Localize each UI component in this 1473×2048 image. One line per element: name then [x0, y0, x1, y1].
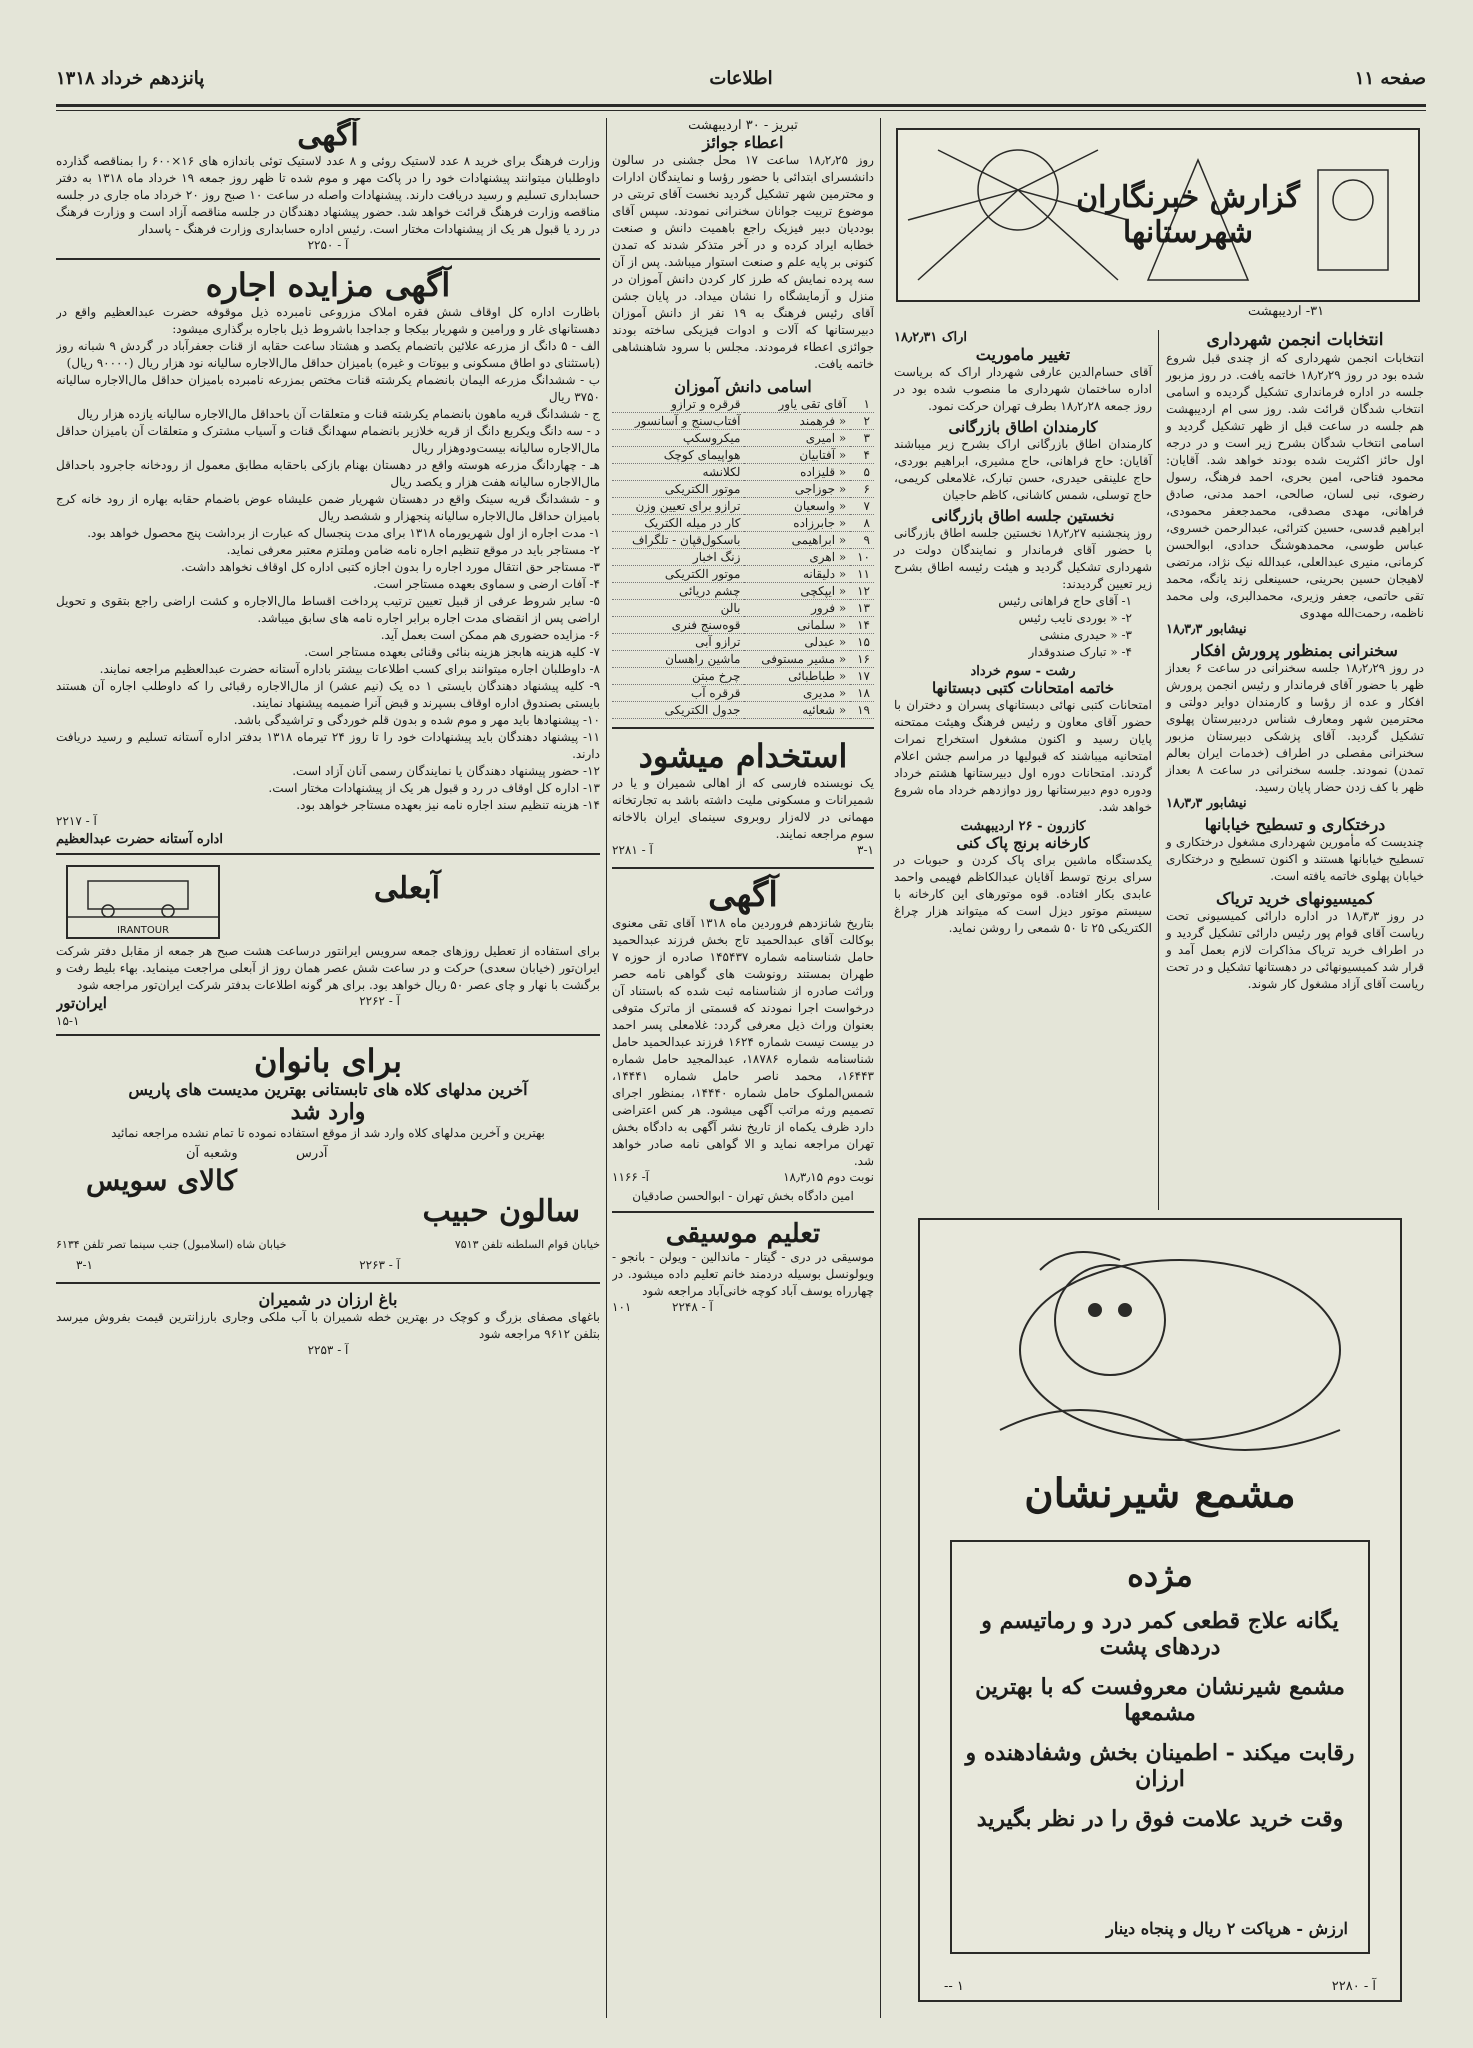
- headline: کارخانه برنج پاک کنی: [956, 834, 1090, 852]
- middle-column: [612, 118, 874, 2018]
- table-cell: قرقره و ترازو: [612, 396, 744, 413]
- dateline: تبریز - ۳۰ اردیبهشت: [688, 118, 798, 133]
- table-cell: ۷: [850, 498, 874, 515]
- table-cell: ۱۶: [850, 651, 874, 668]
- table-row: [612, 651, 874, 668]
- table-row: [612, 498, 874, 515]
- table-row: [612, 617, 874, 634]
- subcolumn-rule: [1158, 330, 1159, 1210]
- section-rule: [612, 867, 874, 869]
- music-body: موسیقی در دری - گیتار - ماندالین - ویولن - بانجو - ویولونسل بوسیله دردمند خانم تعلیم داده میشود. در چهارراه یوسف آباد کوچه خانی‌آباد مراجعه شود: [612, 1250, 874, 1298]
- section-rule: [56, 258, 600, 260]
- table-cell: « امیری: [744, 430, 850, 447]
- lion-plaster-ad: [918, 1218, 1402, 2002]
- dateline: نیشابور ۱۸٫۳٫۳: [1166, 622, 1247, 637]
- header-rule: [56, 104, 1426, 107]
- list-item: ۳- « حیدری منشی: [1039, 628, 1132, 642]
- table-cell: ۹: [850, 532, 874, 549]
- notice-date: نوبت دوم ۱۸٫۳٫۱۵: [783, 1170, 874, 1184]
- table-cell: باسکول‌قپان - تلگراف: [612, 532, 744, 549]
- table-row: [612, 668, 874, 685]
- table-row: [612, 634, 874, 651]
- ad-code: آ - ۲۲۴۸: [672, 1300, 713, 1314]
- table-cell: ۶: [850, 481, 874, 498]
- table-row: [612, 515, 874, 532]
- table-cell: « ابراهیمی: [744, 532, 850, 549]
- music-headline: تعلیم موسیقی: [665, 1219, 821, 1249]
- ad-page: ۱۰۱: [612, 1300, 632, 1314]
- news-body: انتخابات انجمن شهرداری که از چندی قبل شروع شده بود در روز ۱۸٫۲٫۲۹ خاتمه یافت. در روز مزبور جلسه در اداره فرمانداری تشکیل گردیده و اسامی انتخاب شدگان قرائت شد. روز سی ام اردیبهشت هم جلسه در ساعت قبل از ظهر تشکیل گردید و اسامی انتخاب شدگان بشرح زیر است و در درجه اول حائز اکثریت شده بودند خواهد شد. آقایان: محمود فتاحی، امین بحری، احمد فرهنگ، رسول رضوی، نبی لسان، صالحی، احمد مدنی، صادق فراهانی، مهدی مصدقی، محمدجعفر محمودی، ابراهیم قدسی، حسین کترائی، عبدالرحمن خسروی، عباس طوسی، محمدهوشنگ حدادی، ابوالحسن کرمانی، منیری عبدالعلی، عبدالله نیک نژاد، مرتضی لاهیجان حسین بحرینی، حسینعلی زند یانگه، محمد تقی حاتمی، جعفر وزیری، محمدالبری، ولی محمد ناظمه، رحمت‌الله مهدوی: [1166, 351, 1424, 620]
- headline: اسامی دانش آموزان: [674, 377, 812, 396]
- ad-code: آ - ۲۲۸۱: [612, 843, 653, 857]
- table-cell: موتور الکتریکی: [612, 566, 744, 583]
- headline: کمیسیونهای خرید تریاک: [1216, 889, 1374, 908]
- section-rule: [56, 1282, 600, 1284]
- header-rule-thin: [56, 110, 1426, 111]
- lease-item: هـ - چهاردانگ مزرعه هوسته واقع در دهستان بهنام بازکی باحقابه مطابق معمول از رودخانه جاجرود باحداقل مال‌الاجاره سالیانه هفت هزار و یکصد ریال: [56, 458, 600, 489]
- branch-label: وشعبه آن: [186, 1146, 238, 1161]
- lease-condition: ۸- داوطلبان اجاره میتوانند برای کسب اطلاعات بیشتر باداره آستانه حضرت عبدالعظیم مراجعه نمایند.: [99, 662, 600, 676]
- ad-headline: آبعلی: [373, 871, 440, 906]
- banner-title: گزارش خبرنگاران شهرستانها: [1076, 180, 1300, 250]
- ad-body: باغهای مصفای بزرگ و کوچک در بهترین خطه شمیران با آب ملکی وجاری بارزانترین قیمت بفروش میرسد بتلفن ۹۶۱۲ مراجعه شود: [56, 1310, 600, 1341]
- table-cell: لکلانشه: [612, 464, 744, 481]
- list-item: ۴- « تبارک صندوقدار: [1028, 645, 1132, 659]
- table-cell: « طباطبائی: [744, 668, 850, 685]
- good-news-title: مژده: [1127, 1556, 1193, 1594]
- table-cell: « اهری: [744, 549, 850, 566]
- lease-condition: ۶- مزایده حضوری هم ممکن است بعمل آید.: [380, 628, 600, 642]
- table-cell: جدول الکتریکی: [612, 702, 744, 719]
- ad-headline: برای بانوان: [253, 1042, 403, 1080]
- ad-headline: باغ ارزان در شمیران: [258, 1290, 398, 1309]
- table-cell: قوه‌سنج فنری: [612, 617, 744, 634]
- section-rule: [612, 727, 874, 729]
- table-row: [612, 583, 874, 600]
- news-column: [888, 118, 1424, 1228]
- news-body: کارمندان اطاق بازرگانی اراک بشرح زیر میباشند آقایان: حاج فراهانی، حاج مشیری، ابراهیم بوردی، حاج علینقی حیدری، حسن تبارک، غلامعلی کریمی، حاج توسلی، شمس کاشانی، کاظم حاجیان: [894, 437, 1152, 502]
- table-cell: « مشیر مستوفی: [744, 651, 850, 668]
- table-row: [612, 481, 874, 498]
- headline: کارمندان اطاق بازرگانی: [948, 418, 1098, 436]
- table-row: [612, 447, 874, 464]
- news-subcolumn-left: [894, 330, 1152, 937]
- notice-signature: امین دادگاه بخش تهران - ابوالحسن صادقیان: [632, 1189, 854, 1203]
- headline: خاتمه امتحانات کتبی دبستانها: [932, 679, 1114, 697]
- ad-code: آ - ۲۲۶۳: [359, 1258, 400, 1272]
- table-cell: چرخ مبتن: [612, 668, 744, 685]
- lease-condition: ۹- کلیه پیشنهاد دهندگان بایستی ۱ ده یک (نیم عشر) از مال‌الاجاره رقبائی را که داوطلب اجاره آن هستند بایستی بصندوق اداره اوقاف بسپرند و قبض آنرا ضمیمه پیشنهاد نمایند.: [56, 679, 600, 710]
- table-row: [612, 430, 874, 447]
- news-body: روز پنجشنبه ۱۸٫۲٫۲۷ نخستین جلسه اطاق بازرگانی با حضور آقای فرماندار و نمایندگان دولت در شهرداری تشکیل گردید و هیئت رئیسه اطاق بشرح زیر تعیین گردیدند:: [894, 526, 1152, 591]
- table-row: [612, 413, 874, 430]
- table-cell: هواپیمای کوچک: [612, 447, 744, 464]
- left-column: [56, 118, 600, 2018]
- table-cell: ۱۵: [850, 634, 874, 651]
- table-cell: ماشین راهسان: [612, 651, 744, 668]
- ad-code: آ - ۲۲۱۷: [56, 814, 97, 828]
- lease-condition: ۷- کلیه هزینه هابجز هزینه بنائی وقنائی بعهده مستاجر است.: [304, 645, 600, 659]
- table-cell: زنگ اخبار: [612, 549, 744, 566]
- train-icon: [68, 867, 218, 921]
- table-cell: قرقره آب: [612, 685, 744, 702]
- notice-headline: آگهی: [708, 875, 778, 915]
- ad-line: آخرین مدلهای کلاه های تابستانی بهترین مدیست های پاریس: [128, 1080, 528, 1099]
- table-cell: کار در میله الکتریک: [612, 515, 744, 532]
- issue-date: پانزدهم خرداد ۱۳۱۸: [56, 68, 205, 89]
- news-body: آقای حسام‌الدین عارفی شهردار اراک که بریاست اداره ساختمان شهرداری ما منصوب شده بود در روز جمعه ۱۸٫۲٫۲۸ بطرف تهران حرکت نمود.: [894, 365, 1152, 413]
- table-cell: ۱۷: [850, 668, 874, 685]
- ad-page: ۳-۱: [76, 1258, 93, 1272]
- ad-message-box: [950, 1540, 1370, 1954]
- col-separator: [606, 118, 607, 2018]
- ad-headline: آگهی: [297, 118, 359, 153]
- table-cell: « فرور: [744, 600, 850, 617]
- table-cell: ۱۱: [850, 566, 874, 583]
- ad-price: ارزش - هرپاکت ۲ ریال و پنجاه دینار: [1106, 1919, 1348, 1938]
- headline: اعطاء جوائز: [702, 133, 784, 152]
- section-rule: [612, 1211, 874, 1213]
- table-cell: « سلمانی: [744, 617, 850, 634]
- table-cell: « فرهمند: [744, 413, 850, 430]
- ad-code: آ - ۲۲۶۲: [359, 994, 400, 1008]
- train-logo: [66, 865, 220, 939]
- table-cell: « مدیری: [744, 685, 850, 702]
- table-cell: « آفتابیان: [744, 447, 850, 464]
- news-body: در روز ۱۸٫۳٫۳ در اداره دارائی کمیسیونی تحت ریاست آقای قوام پور رئیس دارائی تشکیل گردید و در اطراف خرید تریاک مذاکرات لازم بعمل آمد و قرار شد کمیسیونهائی در دهستانها تشکیل و در تحت ریاست آقای آزاد مشغول کار شوند.: [1166, 909, 1424, 991]
- table-cell: ۱۸: [850, 685, 874, 702]
- page-header: [56, 64, 1426, 104]
- news-body: امتحانات کتبی نهائی دبستانهای پسران و دختران با حضور آقای معاون و رئیس فرهنگ وهیئت ممتحنه پایان رسید و اکنون مشغول استخراج نمرات امتحانیه میباشند که قبولیها در مراسم جشن اعلام گردند. امتحانات دوره اول دبیرستانها هشتم خرداد ودوره دوم دبیرستانها روز دوازدهم خرداد ماه شروع خواهد شد.: [894, 698, 1152, 814]
- lease-condition: ۱۴- هزینه تنظیم سند اجاره نامه نیز بعهده مستاجر خواهد بود.: [296, 798, 600, 812]
- table-cell: « ایپکچی: [744, 583, 850, 600]
- headline: تغییر ماموریت: [975, 345, 1071, 364]
- headline: نخستین جلسه اطاق بازرگانی: [931, 507, 1115, 525]
- ad-line: رقابت میکند - اطمینان بخش وشفادهنده و ارزان: [965, 1740, 1355, 1792]
- table-cell: میکروسکپ: [612, 430, 744, 447]
- lease-item: د - سه دانگ ویکربع دانگ از قریه خلازیر بانضمام سهدانگ قنات و آسیاب مشترک و متعلقات آن بامیزان حداقل مال‌الاجاره سالیانه بیست‌ودوهزار ریال: [56, 424, 600, 455]
- table-cell: ۲: [850, 413, 874, 430]
- dateline: نیشابور ۱۸٫۳٫۳: [1166, 796, 1247, 811]
- news-body: در روز ۱۸٫۲٫۲۹ جلسه سخنرانی در ساعت ۶ بعداز ظهر با حضور آقای فرماندار و رئیس انجمن پرورش افکار و عده از رؤسا و کارمندان دوایر دولتی و محترمین شهر ومعارف شناس دردبیرستان پهلوی تشکیل گردید. آقای پزشکی دبیرستان مزبور سخنرانی مفصلی در اطراف (خدمات ایران بعالم تمدن) نمودند. جلسه سخنرانی در ساعت ۸ بعداز ظهر با کف زدن حضار پایان رسید.: [1166, 661, 1424, 794]
- table-cell: چشم دریائی: [612, 583, 744, 600]
- store-address: خیابان قوام السلطنه تلفن ۷۵۱۳: [454, 1238, 600, 1251]
- table-cell: آفتاب‌سنج و آسانسور: [612, 413, 744, 430]
- table-row: [612, 549, 874, 566]
- table-row: [612, 702, 874, 719]
- lease-condition: ۵- سایر شروط عرفی از قبیل تعیین ترتیب پرداخت اقساط مال‌الاجاره و کشت اراضی راجع بتقوی و تحویل اراضی پس از انقضای مدت اجاره برابر اجاره نامه های سابق میباشد.: [56, 594, 600, 625]
- list-item: ۱- آقای حاج فراهانی رئیس: [998, 594, 1132, 608]
- ad-signature: اداره آستانه حضرت عبدالعظیم: [56, 832, 223, 847]
- ad-code: آ - ۲۲۸۰: [1331, 1979, 1376, 1994]
- table-cell: ۴: [850, 447, 874, 464]
- table-cell: ۳: [850, 430, 874, 447]
- ad-body: برای استفاده از تعطیل روزهای جمعه سرویس ایرانتور درساعت هشت صبح هر جمعه از مقابل دفتر شرکت ایران‌تور (خیابان سعدی) حرکت و در ساعت شش عصر همان روز از آبعلی مراجعت مینماید. بهاء بلیط رفت و برگشت با نهار و چای عصر ۵۰ ریال خواهد بود. برای هر گونه اطلاعات بدفتر شرکت ایران‌تور مراجعه شود: [56, 944, 600, 992]
- dateline: رشت - سوم خرداد: [970, 664, 1076, 679]
- ad-body: وزارت فرهنگ برای خرید ۸ عدد لاستیک روئی و ۸ عدد لاستیک توئی باندازه های ۱۶×۶۰۰ را بمناقصه گذارده داوطلبان میتوانند پیشنهادات خود را در پاکت مهر و موم شده تا ظهر روز جمعه ۱۹ خرداد ماه ۱۳۱۸ به دفتر حسابداری تسلیم و رسید دریافت دارند. پیشنهادات واصله در ساعت ۱۰ صبح روز ۲۰ خرداد ماه جاری در جلسه مناقصه وزارت فرهنگ قرائت خواهد شد. حضور پیشنهاد دهندگان در جلسه مناقصه آزاد است و وزارت فرهنگ در رد یا قبول هر یک از پیشنهادات مختار است. رئیس اداره حسابداری وزارت فرهنگ - پاسدار: [56, 154, 600, 236]
- table-cell: بالن: [612, 600, 744, 617]
- headline: انتخابات انجمن شهرداری: [1206, 330, 1384, 350]
- news-body: یکدستگاه ماشین برای پاک کردن و حبوبات در سرای برنج توسط آقایان عبدالکاظم فهیمی واحمد عابدی بکار افتاده. قوه موتورهای این کارخانه با سیستم موتور دیزل است که میتواند هزار چراغ الکتریکی ۲۵ تا ۵۰ شمعی را روشن نماید.: [894, 853, 1152, 935]
- col-separator: [880, 118, 881, 2018]
- table-cell: ۱۹: [850, 702, 874, 719]
- hiring-headline: استخدام میشود: [638, 737, 848, 775]
- ad-page: ۱۵-۱: [56, 1014, 80, 1028]
- store-name: کالای سویس: [86, 1164, 237, 1197]
- table-cell: ۵: [850, 464, 874, 481]
- lease-item: و - ششدانگ قریه سینک واقع در دهستان شهریار ضمن علیشاه عوض باضمام حقابه بهاره از رود خانه کرج بامیزان حداقل مال‌الاجاره سالیانه پنجهزار و ششصد ریال: [56, 492, 600, 523]
- brand-title: مشمع شیرنشان: [1024, 1470, 1296, 1517]
- paper-name: اطلاعات: [709, 68, 773, 89]
- lease-condition: ۱۳- اداره کل اوقاف در رد و قبول هر یک از پیشنهادات مختار است.: [268, 781, 600, 795]
- list-item: ۲- « بوردی نایب رئیس: [1018, 611, 1132, 625]
- table-cell: ترازو برای تعیین وزن: [612, 498, 744, 515]
- ad-code: آ- ۱۱۶۶: [612, 1170, 649, 1184]
- ad-line: وقت خرید علامت فوق را در نظر بگیرید: [976, 1806, 1344, 1832]
- table-cell: ترازو آبی: [612, 634, 744, 651]
- lease-items: [56, 338, 600, 525]
- page-number: صفحه ۱۱: [1354, 68, 1426, 89]
- lion-illustration: [920, 1230, 1400, 1470]
- table-cell: « قلیزاده: [744, 464, 850, 481]
- table-cell: ۱۰: [850, 549, 874, 566]
- lease-item: ج - ششدانگ قریه ماهون بانضمام یکرشته قنات و متعلقات آن باحداقل مال‌الاجاره سالیانه یازده هزار ریال: [77, 407, 600, 421]
- table-cell: « جابرزاده: [744, 515, 850, 532]
- hiring-body: یک نویسنده فارسی که از اهالی شمیران و یا در شمیرانات و مسکونی ملیت داشته باشد به تجارتخانه مهمانی در لاله‌زار روبروی سینمای ایران بالاخانه سوم مراجعه نمایند.: [612, 776, 874, 841]
- dateline: ۳۱- اردیبهشت: [1248, 304, 1325, 319]
- lease-condition: ۱- مدت اجاره از اول شهریورماه ۱۳۱۸ برای مدت پنجسال که عبارت از برداشت پنج محصول خواهد بود.: [87, 526, 600, 540]
- table-cell: « عبدلی: [744, 634, 850, 651]
- notice-body: بتاریخ شانزدهم فروردین ماه ۱۳۱۸ آقای تقی معنوی بوکالت آقای عبدالحمید تاج بخش فرزند عبدالحمید حامل شناسنامه شماره ۱۴۵۴۳۷ صادره از حوزه ۷ طهران بمستند رونوشت های گواهی نامه حصر وراثت صادره از شناسنامه ثبت شده که باستناد آن درخواست اجرا نمودند که قسمتی از ماترک متوفی بعنوان وراث ذیل معرفی گردد: غلامعلی پسر احمد در بیست نیست شماره ۱۶۲۴ فرزند عبدالحمید حامل شناسنامه شماره ۱۸۷۸۶، عبدالمجید حامل شماره ۱۶۴۴۳، محمد ناصر حامل شماره ۱۴۴۴۱، شمس‌الملوک حامل شماره ۱۴۴۴۰، بمنظور اجرای تصمیم ورثه مراتب آگهی میشود. هر کس اعتراضی دارد ظرف یکماه از تاریخ نشر آگهی به دادگاه بخش تهران مراجعه نماید و الا گواهی نامه صادر خواهد شد.: [612, 916, 874, 1168]
- brand-name: ایران‌تور: [56, 994, 107, 1012]
- news-body: روز ۱۸٫۲٫۲۵ ساعت ۱۷ محل جشنی در سالون دانشسرای ابتدائی با حضور رؤسا و نمایندگان ادارات و محترمین شهر تشکیل گردید نخست آقای تربتی در موضوع تربیت جوانان سخنرانی نمودند. سپس آقای بوددیان دبیر فیزیک راجع باهمیت دانش و صنعت خطابه ایراد کرده و در آخر متذکر شدند که تمدن کنونی بر پایه علم و صنعت استوار میباشد. پس از آن سه پرده نمایش که طرز کار کردن دانش آموزان در منزل و آزمایشگاه را نشان میداد. در پایان جشن آقای رئیس فرهنگ به ۱۹ نفر از دانش آموزان دبیرستانها که آلات و ادوات فیزیکی ساخته بودند جوائزی اعطاء فرمودند. مجلس با سرود شاهنشاهی خاتمه یافت.: [612, 153, 874, 371]
- ad-line: وارد شد: [290, 1099, 366, 1125]
- ad-body: باظارت اداره کل اوقاف شش فقره املاک مزروعی نامبرده ذیل موقوفه حضرت عبدالعظیم واقع در دهستانهای غار و ورامین و شهریار بیکجا و جداجدا باشروط ذیل باجاره برگذاری میشود:: [56, 305, 600, 336]
- ad-headline: آگهی مزایده اجاره: [205, 266, 451, 304]
- section-rule: [56, 1034, 600, 1036]
- lease-condition: ۱۲- حضور پیشنهاد دهندگان یا نمایندگان رسمی آنان آزاد است.: [292, 764, 600, 778]
- table-row: [612, 532, 874, 549]
- ad-line: بهترین و آخرین مدلهای کلاه وارد شد از موقع استفاده نموده تا تمام نشده مراجعه نمائید: [111, 1126, 545, 1140]
- ad-code: آ - ۲۲۵۰: [307, 238, 349, 252]
- dateline: اراک ۱۸٫۲٫۳۱: [894, 330, 968, 345]
- table-row: [612, 685, 874, 702]
- table-row: [612, 396, 874, 413]
- lease-condition: ۱۰- پیشنهادها باید مهر و موم شده و بدون قلم خوردگی و تراشیدگی باشد.: [233, 713, 600, 727]
- ad-code: آ - ۲۲۵۳: [307, 1343, 349, 1357]
- section-banner: [896, 128, 1420, 302]
- table-cell: « دلیقانه: [744, 566, 850, 583]
- table-cell: ۱۴: [850, 617, 874, 634]
- store-address: خیابان شاه (اسلامبول) جنب سینما تصر تلفن ۶۱۳۴: [56, 1238, 287, 1251]
- headline: سخنرانی بمنظور پرورش افکار: [1192, 641, 1398, 660]
- table-cell: « شعائیه: [744, 702, 850, 719]
- section-rule: [56, 853, 600, 855]
- logo-text: IRANTOUR: [116, 925, 170, 936]
- table-row: [612, 600, 874, 617]
- news-body: چندیست که مأمورین شهرداری مشغول درختکاری و تسطیح خیابانها هستند و اکنون تسطیح و درختکاری خیابان پهلوی خاتمه یافته است.: [1166, 835, 1424, 883]
- ad-page: ۳-۱: [857, 843, 874, 857]
- table-cell: ۱۳: [850, 600, 874, 617]
- ad-line: یگانه علاج قطعی کمر درد و رماتیسم و دردهای پشت: [981, 1608, 1339, 1660]
- lease-condition: ۳- مستاجر حق انتقال مورد اجاره را بدون اجازه کتبی اداره کل اوقاف نخواهد داشت.: [180, 560, 600, 574]
- table-cell: « جوزاجی: [744, 481, 850, 498]
- ad-page: ۱ --: [944, 1979, 964, 1994]
- table-cell: ۱: [850, 396, 874, 413]
- table-cell: موتور الکتریکی: [612, 481, 744, 498]
- students-table: [612, 396, 874, 719]
- lease-item: ب - ششدانگ مزرعه الیمان بانضمام یکرشته قنات مختص بمزرعه نامبرده بامیزان حداقل مال‌الاجاره سالیانه ۳۷۵۰ ریال: [56, 373, 600, 404]
- table-row: [612, 464, 874, 481]
- ad-line: مشمع شیرنشان معروفست که با بهترین مشمعها: [975, 1674, 1345, 1726]
- table-cell: آقای تقی یاور: [744, 396, 850, 413]
- lease-condition: ۴- آفات ارضی و سماوی بعهده مستاجر است.: [373, 577, 600, 591]
- table-cell: « واسعیان: [744, 498, 850, 515]
- store-name: سالون حبیب: [422, 1194, 580, 1229]
- table-row: [612, 566, 874, 583]
- lease-item: الف - ۵ دانگ از مزرعه علائین باتضمام یکصد و هشتاد ساعت حقابه از قنات جعفرآباد در گردش ۹ شبانه روز (باستثنای دو اطاق مسکونی و بیوتات و غیره) بامیزان حداقل مال‌الاجاره سالیانه نود هزار ریال (۹۰۰۰۰ ریال): [56, 339, 600, 370]
- lease-condition: ۱۱- پیشنهاد دهندگان باید پیشنهادات خود را تا روز ۲۴ تیرماه ۱۳۱۸ بدفتر اداره آستانه تسلیم و رسید دریافت دارند.: [56, 730, 600, 761]
- table-cell: ۱۲: [850, 583, 874, 600]
- dateline: کازرون - ۲۶ اردیبهشت: [960, 819, 1086, 834]
- table-cell: ۸: [850, 515, 874, 532]
- lease-conditions: [56, 525, 600, 814]
- news-subcolumn-right: [1166, 330, 1424, 993]
- headline: درختکاری و تسطیح خیابانها: [1204, 815, 1386, 834]
- address-label: آدرس: [296, 1146, 328, 1161]
- lease-condition: ۲- مستاجر باید در موقع تنظیم اجاره نامه ضامن وملتزم معتبر معرفی نماید.: [226, 543, 600, 557]
